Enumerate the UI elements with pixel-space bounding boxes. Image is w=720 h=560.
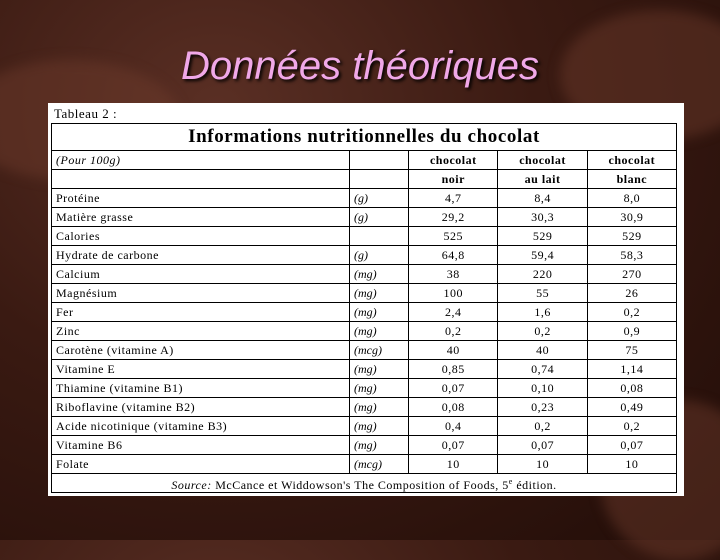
value-lait: 30,3 [498,208,587,227]
nutrient-unit: (mg) [349,265,408,284]
table-row [52,398,676,417]
value-blanc: 0,2 [587,417,676,436]
nutrient-unit: (g) [349,189,408,208]
nutrient-unit: (mcg) [349,341,408,360]
column-header-blanc-line2: blanc [587,170,676,189]
nutrient-unit: (mg) [349,284,408,303]
table-row [52,455,676,474]
value-blanc: 26 [587,284,676,303]
value-noir: 2,4 [409,303,498,322]
table-row [52,341,676,360]
table-row [52,417,676,436]
value-blanc: 270 [587,265,676,284]
header-row-2 [52,170,676,189]
value-blanc: 8,0 [587,189,676,208]
value-blanc: 1,14 [587,360,676,379]
value-lait: 0,10 [498,379,587,398]
header-row-1 [52,151,676,170]
slide-title: Données théoriques [180,44,540,88]
nutrient-unit [349,227,408,246]
column-header-lait-line1: chocolat [498,151,587,170]
nutrient-name: Matière grasse [52,208,349,227]
value-lait: 0,2 [498,417,587,436]
nutrient-name: Hydrate de carbone [52,246,349,265]
value-noir: 0,2 [409,322,498,341]
nutrient-unit: (mg) [349,303,408,322]
value-blanc: 0,08 [587,379,676,398]
nutrient-unit: (mg) [349,379,408,398]
value-noir: 0,4 [409,417,498,436]
value-noir: 40 [409,341,498,360]
value-lait: 0,23 [498,398,587,417]
value-lait: 529 [498,227,587,246]
table-row [52,360,676,379]
nutrient-name: Calcium [52,265,349,284]
table-row [52,322,676,341]
value-lait: 220 [498,265,587,284]
column-header-lait-line2: au lait [498,170,587,189]
value-blanc: 0,9 [587,322,676,341]
nutrient-name: Acide nicotinique (vitamine B3) [52,417,349,436]
basis-label: (Pour 100g) [52,151,349,170]
empty-header-cell [349,170,408,189]
value-blanc: 0,49 [587,398,676,417]
empty-header-cell [52,170,349,189]
table-title: Informations nutritionnelles du chocolat [52,124,676,151]
value-lait: 0,07 [498,436,587,455]
value-lait: 1,6 [498,303,587,322]
value-noir: 0,07 [409,436,498,455]
value-noir: 38 [409,265,498,284]
value-lait: 8,4 [498,189,587,208]
value-lait: 0,74 [498,360,587,379]
nutrient-name: Calories [52,227,349,246]
nutrient-unit: (mg) [349,398,408,417]
value-lait: 0,2 [498,322,587,341]
value-blanc: 30,9 [587,208,676,227]
value-noir: 64,8 [409,246,498,265]
nutrient-name: Folate [52,455,349,474]
nutrient-unit: (mg) [349,417,408,436]
value-noir: 4,7 [409,189,498,208]
nutrient-unit: (mg) [349,360,408,379]
nutrient-name: Zinc [52,322,349,341]
nutrient-unit: (g) [349,208,408,227]
value-lait: 40 [498,341,587,360]
nutrition-document [48,103,684,496]
value-blanc: 58,3 [587,246,676,265]
value-blanc: 10 [587,455,676,474]
value-noir: 525 [409,227,498,246]
table-row [52,265,676,284]
value-noir: 29,2 [409,208,498,227]
nutrient-name: Thiamine (vitamine B1) [52,379,349,398]
value-blanc: 0,07 [587,436,676,455]
column-header-noir-line2: noir [409,170,498,189]
value-noir: 0,08 [409,398,498,417]
nutrient-name: Riboflavine (vitamine B2) [52,398,349,417]
nutrient-unit: (mg) [349,322,408,341]
source-citation [52,472,676,492]
table-row [52,208,676,227]
column-header-noir-line1: chocolat [409,151,498,170]
value-lait: 59,4 [498,246,587,265]
column-header-blanc-line1: chocolat [587,151,676,170]
table-row [52,189,676,208]
value-blanc: 75 [587,341,676,360]
nutrient-name: Fer [52,303,349,322]
table-caption: Tableau 2 : [54,106,118,121]
table-row [52,227,676,246]
value-noir: 0,07 [409,379,498,398]
nutrient-name: Vitamine B6 [52,436,349,455]
table-row [52,284,676,303]
table-row [52,303,676,322]
nutrient-unit: (g) [349,246,408,265]
value-noir: 10 [409,455,498,474]
source-label: Source: [171,478,212,492]
value-blanc: 0,2 [587,303,676,322]
unit-header [349,151,408,170]
nutrient-unit: (mg) [349,436,408,455]
value-noir: 0,85 [409,360,498,379]
nutrient-name: Vitamine E [52,360,349,379]
table-row [52,379,676,398]
nutrition-grid [52,151,676,474]
table-row [52,246,676,265]
source-text: McCance et Widdowson's The Composition of Foods, 5 [215,478,509,492]
nutrition-table [51,123,677,493]
nutrient-name: Magnésium [52,284,349,303]
value-noir: 100 [409,284,498,303]
nutrient-unit: (mcg) [349,455,408,474]
nutrient-name: Carotène (vitamine A) [52,341,349,360]
table-row [52,436,676,455]
value-blanc: 529 [587,227,676,246]
nutrient-name: Protéine [52,189,349,208]
value-lait: 10 [498,455,587,474]
source-tail: édition. [512,478,557,492]
source-superscript: e [508,477,513,486]
value-lait: 55 [498,284,587,303]
